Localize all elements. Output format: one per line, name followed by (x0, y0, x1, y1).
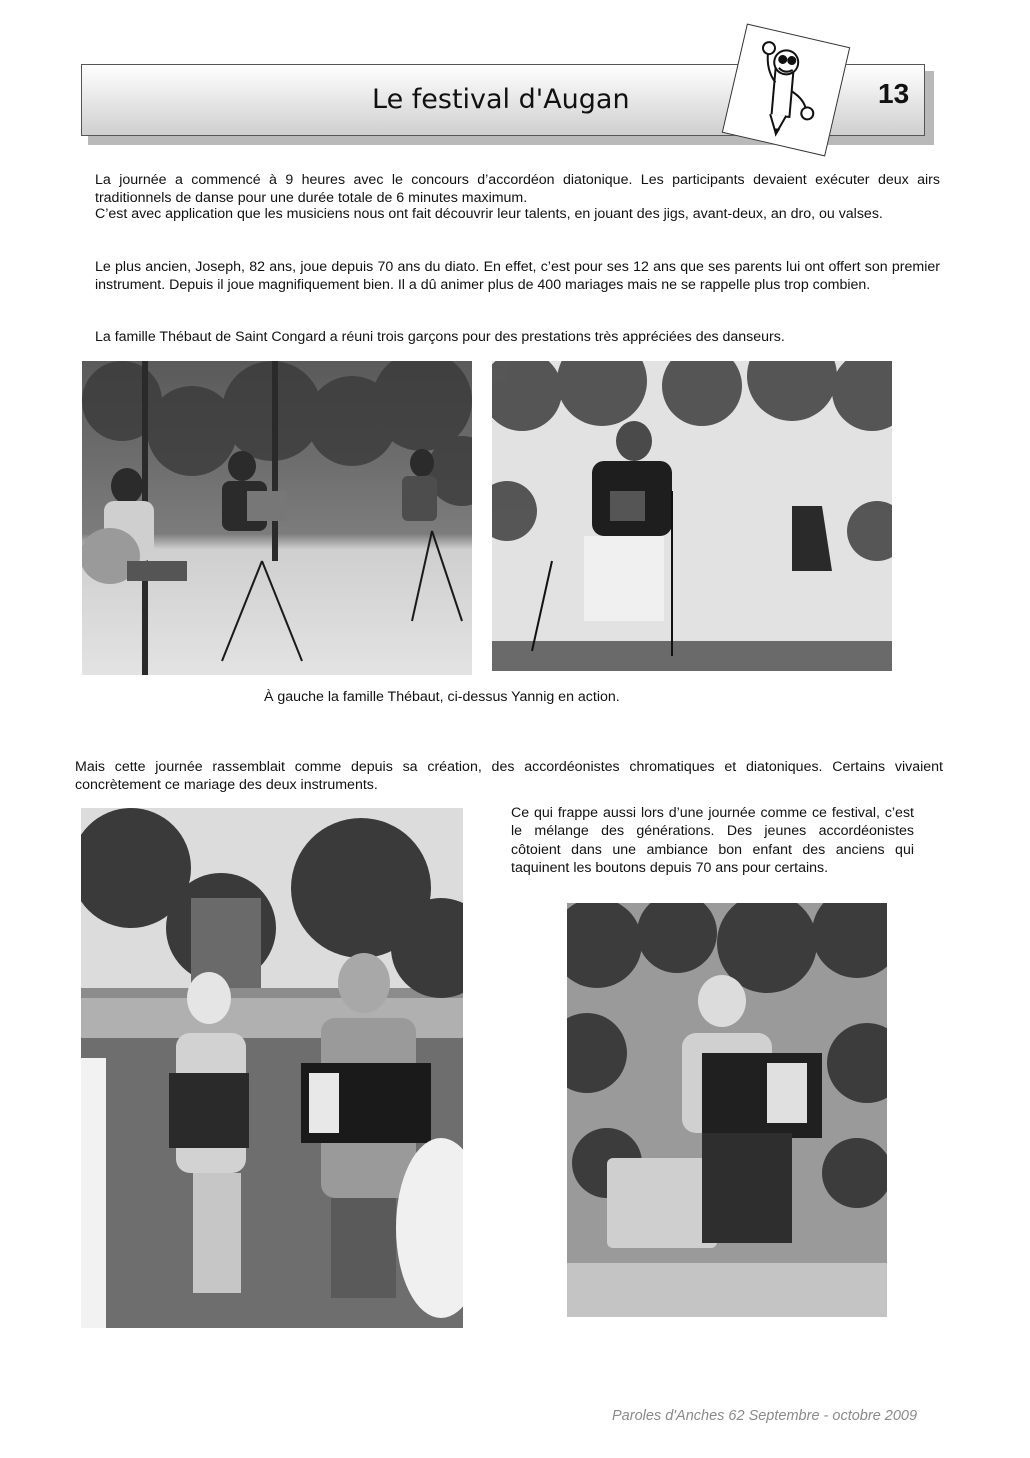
section2-paragraph-2: Ce qui frappe aussi lors d’une journée comme ce festival, c’est le mélange des générations. Des jeunes accordéonistes côtoient dans une ambiance bon enfant des anciens qui taquinent les boutons depuis 70 ans pour certains. (511, 805, 914, 877)
footer-publication: Paroles d'Anches 62 Septembre - octobre 2009 (612, 1408, 918, 1424)
intro-paragraph-3: Le plus ancien, Joseph, 82 ans, joue depuis 70 ans du diato. En effet, c’est pour ses 12 ans que ses parents lui ont offert son premier instrument. Depuis il joue magnifiquement bien. Il a dû animer plus de 400 mariages mais ne se rappelle plus trop combien. (95, 259, 940, 294)
intro-paragraph-4: La famille Thébaut de Saint Congard a réuni trois garçons pour des prestations très appréciées des danseurs. (95, 329, 785, 345)
photo-yannig (492, 361, 892, 671)
photo-caption-top: À gauche la famille Thébaut, ci-dessus Yannig en action. (264, 689, 620, 705)
photo-thebaut-family (82, 361, 472, 675)
page-number: 13 (878, 78, 910, 109)
intro-paragraph-1: La journée a commencé à 9 heures avec le concours d’accordéon diatonique. Les participants devaient exécuter deux airs traditionnels de danse pour une durée totale de 6 minutes maximum. (95, 172, 940, 207)
page-title: Le festival d'Augan (372, 84, 630, 115)
photo-accordion-couple (81, 808, 463, 1328)
intro-paragraph-2: C’est avec application que les musiciens nous ont fait découvrir leur talents, en jouant des jigs, avant-deux, an dro, ou valses. (95, 206, 883, 222)
photo-old-accordionist (567, 903, 887, 1317)
section2-paragraph-1: Mais cette journée rassemblait comme depuis sa création, des accordéonistes chromatiques et diatoniques. Certains vivaient concrètement ce mariage des deux instruments. (75, 759, 943, 794)
